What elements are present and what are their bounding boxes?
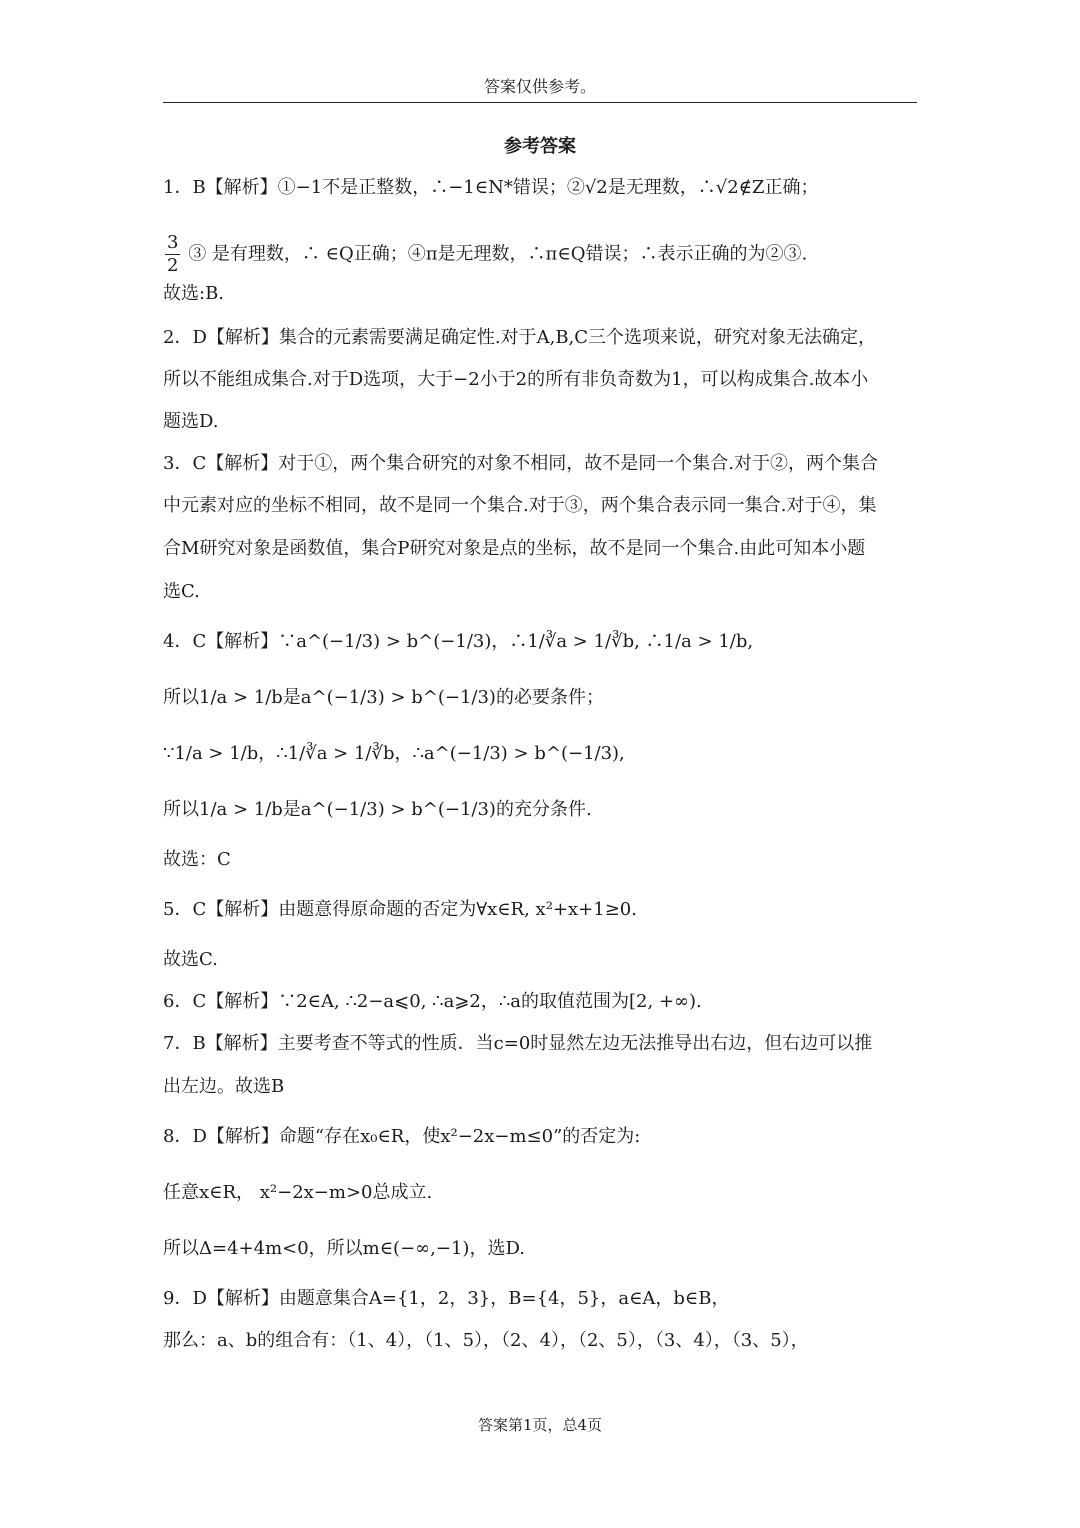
answer-line: 6．C【解析】∵2∈A, ∴2−a⩽0, ∴a⩾2，∴a的取值范围为[2, +∞). bbox=[163, 991, 702, 1012]
answer-line: 所以不能组成集合.对于D选项，大于−2小于2的所有非负奇数为1，可以构成集合.故本小 bbox=[163, 369, 869, 390]
answer-line: 任意x∈R， x²−2x−m>0总成立. bbox=[163, 1182, 433, 1203]
fraction: $\frac{3}{2}$ bbox=[167, 232, 179, 276]
page-title: 参考答案 bbox=[504, 136, 576, 157]
answer-line: 故选：C bbox=[163, 849, 231, 870]
answer-line: 所以1/a > 1/b是a^(−1/3) > b^(−1/3)的充分条件. bbox=[163, 799, 592, 820]
answer-line: 4．C【解析】∵a^(−1/3) > b^(−1/3)，∴1/∛a > 1/∛b, ∴1/a > 1/b, bbox=[163, 631, 754, 652]
answer-line-text: ③ 是有理数，∴ ∈Q正确；④π是无理数，∴π∈Q错误；∴表示正确的为②③. bbox=[188, 243, 808, 265]
answer-line: 中元素对应的坐标不相同，故不是同一个集合.对于③，两个集合表示同一集合.对于④，集 bbox=[163, 495, 877, 516]
answer-line: 所以1/a > 1/b是a^(−1/3) > b^(−1/3)的必要条件； bbox=[163, 687, 604, 708]
answer-line: 5．C【解析】由题意得原命题的否定为∀x∈R, x²+x+1≥0. bbox=[163, 899, 637, 920]
answer-line: 故选C. bbox=[163, 949, 218, 970]
answer-line: 题选D. bbox=[163, 411, 219, 432]
page-footer: 答案第1页，总4页 bbox=[477, 1416, 603, 1434]
answer-line: 9．D【解析】由题意集合A={1，2，3}，B={4，5}，a∈A，b∈B， bbox=[163, 1288, 730, 1309]
answer-line: 故选:B. bbox=[163, 283, 225, 304]
page-header: 答案仅供参考。 bbox=[163, 76, 917, 103]
answer-line: 那么：a、b的组合有：（1、4），（1、5），（2、4），（2、5），（3、4），（3、5）， bbox=[163, 1330, 809, 1351]
answer-line: 所以Δ=4+4m<0，所以m∈(−∞,−1)，选D. bbox=[163, 1238, 525, 1259]
answer-line: 2．D【解析】集合的元素需要满足确定性.对于A,B,C三个选项来说，研究对象无法确定， bbox=[163, 327, 877, 348]
answer-line: 合M研究对象是函数值，集合P研究对象是点的坐标，故不是同一个集合.由此可知本小题 bbox=[163, 538, 866, 559]
answer-line: 7．B【解析】主要考查不等式的性质．当c=0时显然左边无法推导出右边，但右边可以推 bbox=[163, 1033, 873, 1054]
answer-line bbox=[163, 232, 923, 277]
answer-line: 出左边。故选B bbox=[163, 1076, 285, 1097]
answer-line: 3．C【解析】对于①，两个集合研究的对象不相同，故不是同一个集合.对于②，两个集合 bbox=[163, 453, 878, 474]
answer-line: 1．B【解析】①−1不是正整数，∴−1∈N*错误；②√2是无理数，∴√2∉Z正确； bbox=[163, 177, 819, 198]
answer-line: ∵1/a > 1/b，∴1/∛a > 1/∛b，∴a^(−1/3) > b^(−1/3), bbox=[163, 743, 625, 764]
answer-line: 8．D【解析】命题“存在x₀∈R，使x²−2x−m≤0”的否定为: bbox=[163, 1126, 641, 1147]
answer-line: 选C. bbox=[163, 581, 200, 602]
